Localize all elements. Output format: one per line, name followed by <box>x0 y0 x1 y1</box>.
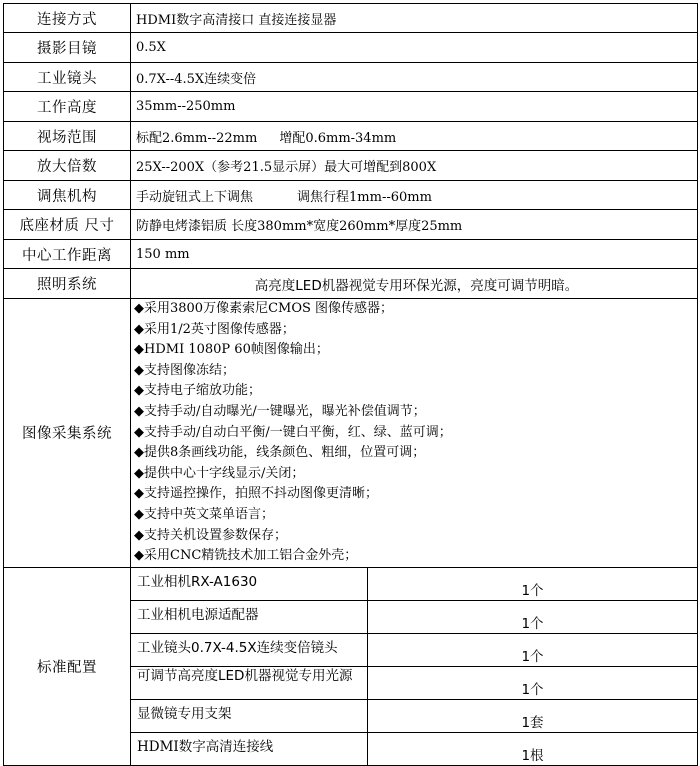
feature-item: ◆支持遥控操作，拍照不抖动图像更清晰； <box>134 486 378 502</box>
row-value: 150 mm <box>131 240 698 269</box>
config-row <box>131 732 697 765</box>
row-eyepiece <box>4 33 698 63</box>
config-cell <box>131 567 698 765</box>
feature-item: ◆支持电子缩放功能； <box>134 383 261 399</box>
row-value: 高亮度LED机器视觉专用环保光源，亮度可调节明暗。 <box>131 269 698 299</box>
row-label: 工作高度 <box>4 92 131 122</box>
row-label: 视场范围 <box>4 122 131 151</box>
config-item-qty: 1个 <box>368 568 698 601</box>
config-item-qty: 1根 <box>521 747 544 764</box>
config-row <box>131 600 697 633</box>
row-base <box>4 210 698 240</box>
feature-list <box>131 299 698 568</box>
value-optional: 增配0.6mm-34mm <box>279 130 397 146</box>
feature-item: ◆采用1/2英寸图像传感器； <box>134 321 295 337</box>
feature-item: ◆采用3800万像素索尼CMOS 图像传感器； <box>134 301 394 316</box>
row-label: 调焦机构 <box>4 181 131 210</box>
feature-item: ◆支持手动/自动白平衡/一键白平衡，红、绿、蓝可调； <box>134 424 452 440</box>
config-row <box>131 699 697 732</box>
row-field-of-view <box>4 122 698 151</box>
config-item-qty: 1个 <box>368 600 698 633</box>
config-row <box>131 568 697 601</box>
row-lighting <box>4 269 698 299</box>
row-value <box>131 181 698 210</box>
row-image-system <box>4 299 698 568</box>
row-value <box>131 122 698 151</box>
row-working-height <box>4 92 698 122</box>
config-item-qty: 1个 <box>368 633 698 666</box>
row-label: 工业镜头 <box>4 63 131 92</box>
feature-item: ◆支持关机设置参数保存； <box>134 527 287 543</box>
value-focus-type: 手动旋钮式上下调焦 <box>136 189 254 205</box>
feature-item: ◆提供8条画线功能，线条颜色、粗细，位置可调； <box>134 445 426 461</box>
config-item-name: 工业镜头0.7X-4.5X连续变倍镜头 <box>131 633 368 666</box>
row-lens <box>4 63 698 92</box>
row-value: 25X--200X（参考21.5显示屏）最大可增配到800X <box>131 151 698 181</box>
feature-item: ◆支持中英文菜单语言； <box>134 506 274 522</box>
feature-item: ◆HDMI 1080P 60帧图像输出； <box>134 342 329 358</box>
config-table <box>131 568 697 765</box>
config-item-name: HDMI数字高清连接线 <box>131 732 368 765</box>
config-item-qty: 1套 <box>368 699 698 732</box>
feature-item: ◆提供中心十字线显示/关闭； <box>134 465 305 481</box>
row-standard-config <box>4 567 698 765</box>
value-focus-travel: 调焦行程1mm--60mm <box>297 189 432 205</box>
config-item-name: 工业相机RX-A1630 <box>131 568 368 601</box>
config-item-qty: 1个 <box>368 666 698 699</box>
row-label: 中心工作距离 <box>4 240 131 269</box>
row-value: 0.5X <box>131 33 698 63</box>
row-value: HDMI数字高清接口 直接连接显器 <box>131 4 698 33</box>
row-working-distance <box>4 240 698 269</box>
row-label: 连接方式 <box>4 4 131 33</box>
config-row <box>131 633 697 666</box>
row-label: 图像采集系统 <box>4 299 131 568</box>
row-label: 标准配置 <box>4 567 131 765</box>
config-item-name: 工业相机电源适配器 <box>131 600 368 633</box>
config-item-name: 可调节高亮度LED机器视觉专用光源 <box>131 666 368 699</box>
config-item-name: 显微镜专用支架 <box>131 699 368 732</box>
row-magnification <box>4 151 698 181</box>
feature-item: ◆采用CNC精铣技术加工铝合金外壳； <box>134 548 358 564</box>
row-label: 放大倍数 <box>4 151 131 181</box>
row-value: 0.7X--4.5X连续变倍 <box>131 63 698 92</box>
row-label: 摄影目镜 <box>4 33 131 63</box>
row-label: 底座材质 尺寸 <box>4 210 131 240</box>
row-connection <box>4 4 698 33</box>
config-row <box>131 666 697 699</box>
feature-item: ◆支持图像冻结； <box>134 362 235 378</box>
feature-item: ◆支持手动/自动曝光/一键曝光，曝光补偿值调节； <box>134 403 426 419</box>
value-standard: 标配2.6mm--22mm <box>136 130 258 146</box>
row-value: 35mm--250mm <box>131 92 698 122</box>
row-label: 照明系统 <box>4 269 131 299</box>
row-value: 防静电烤漆铝质 长度380mm*宽度260mm*厚度25mm <box>131 210 698 240</box>
row-focus <box>4 181 698 210</box>
spec-table <box>3 3 698 766</box>
